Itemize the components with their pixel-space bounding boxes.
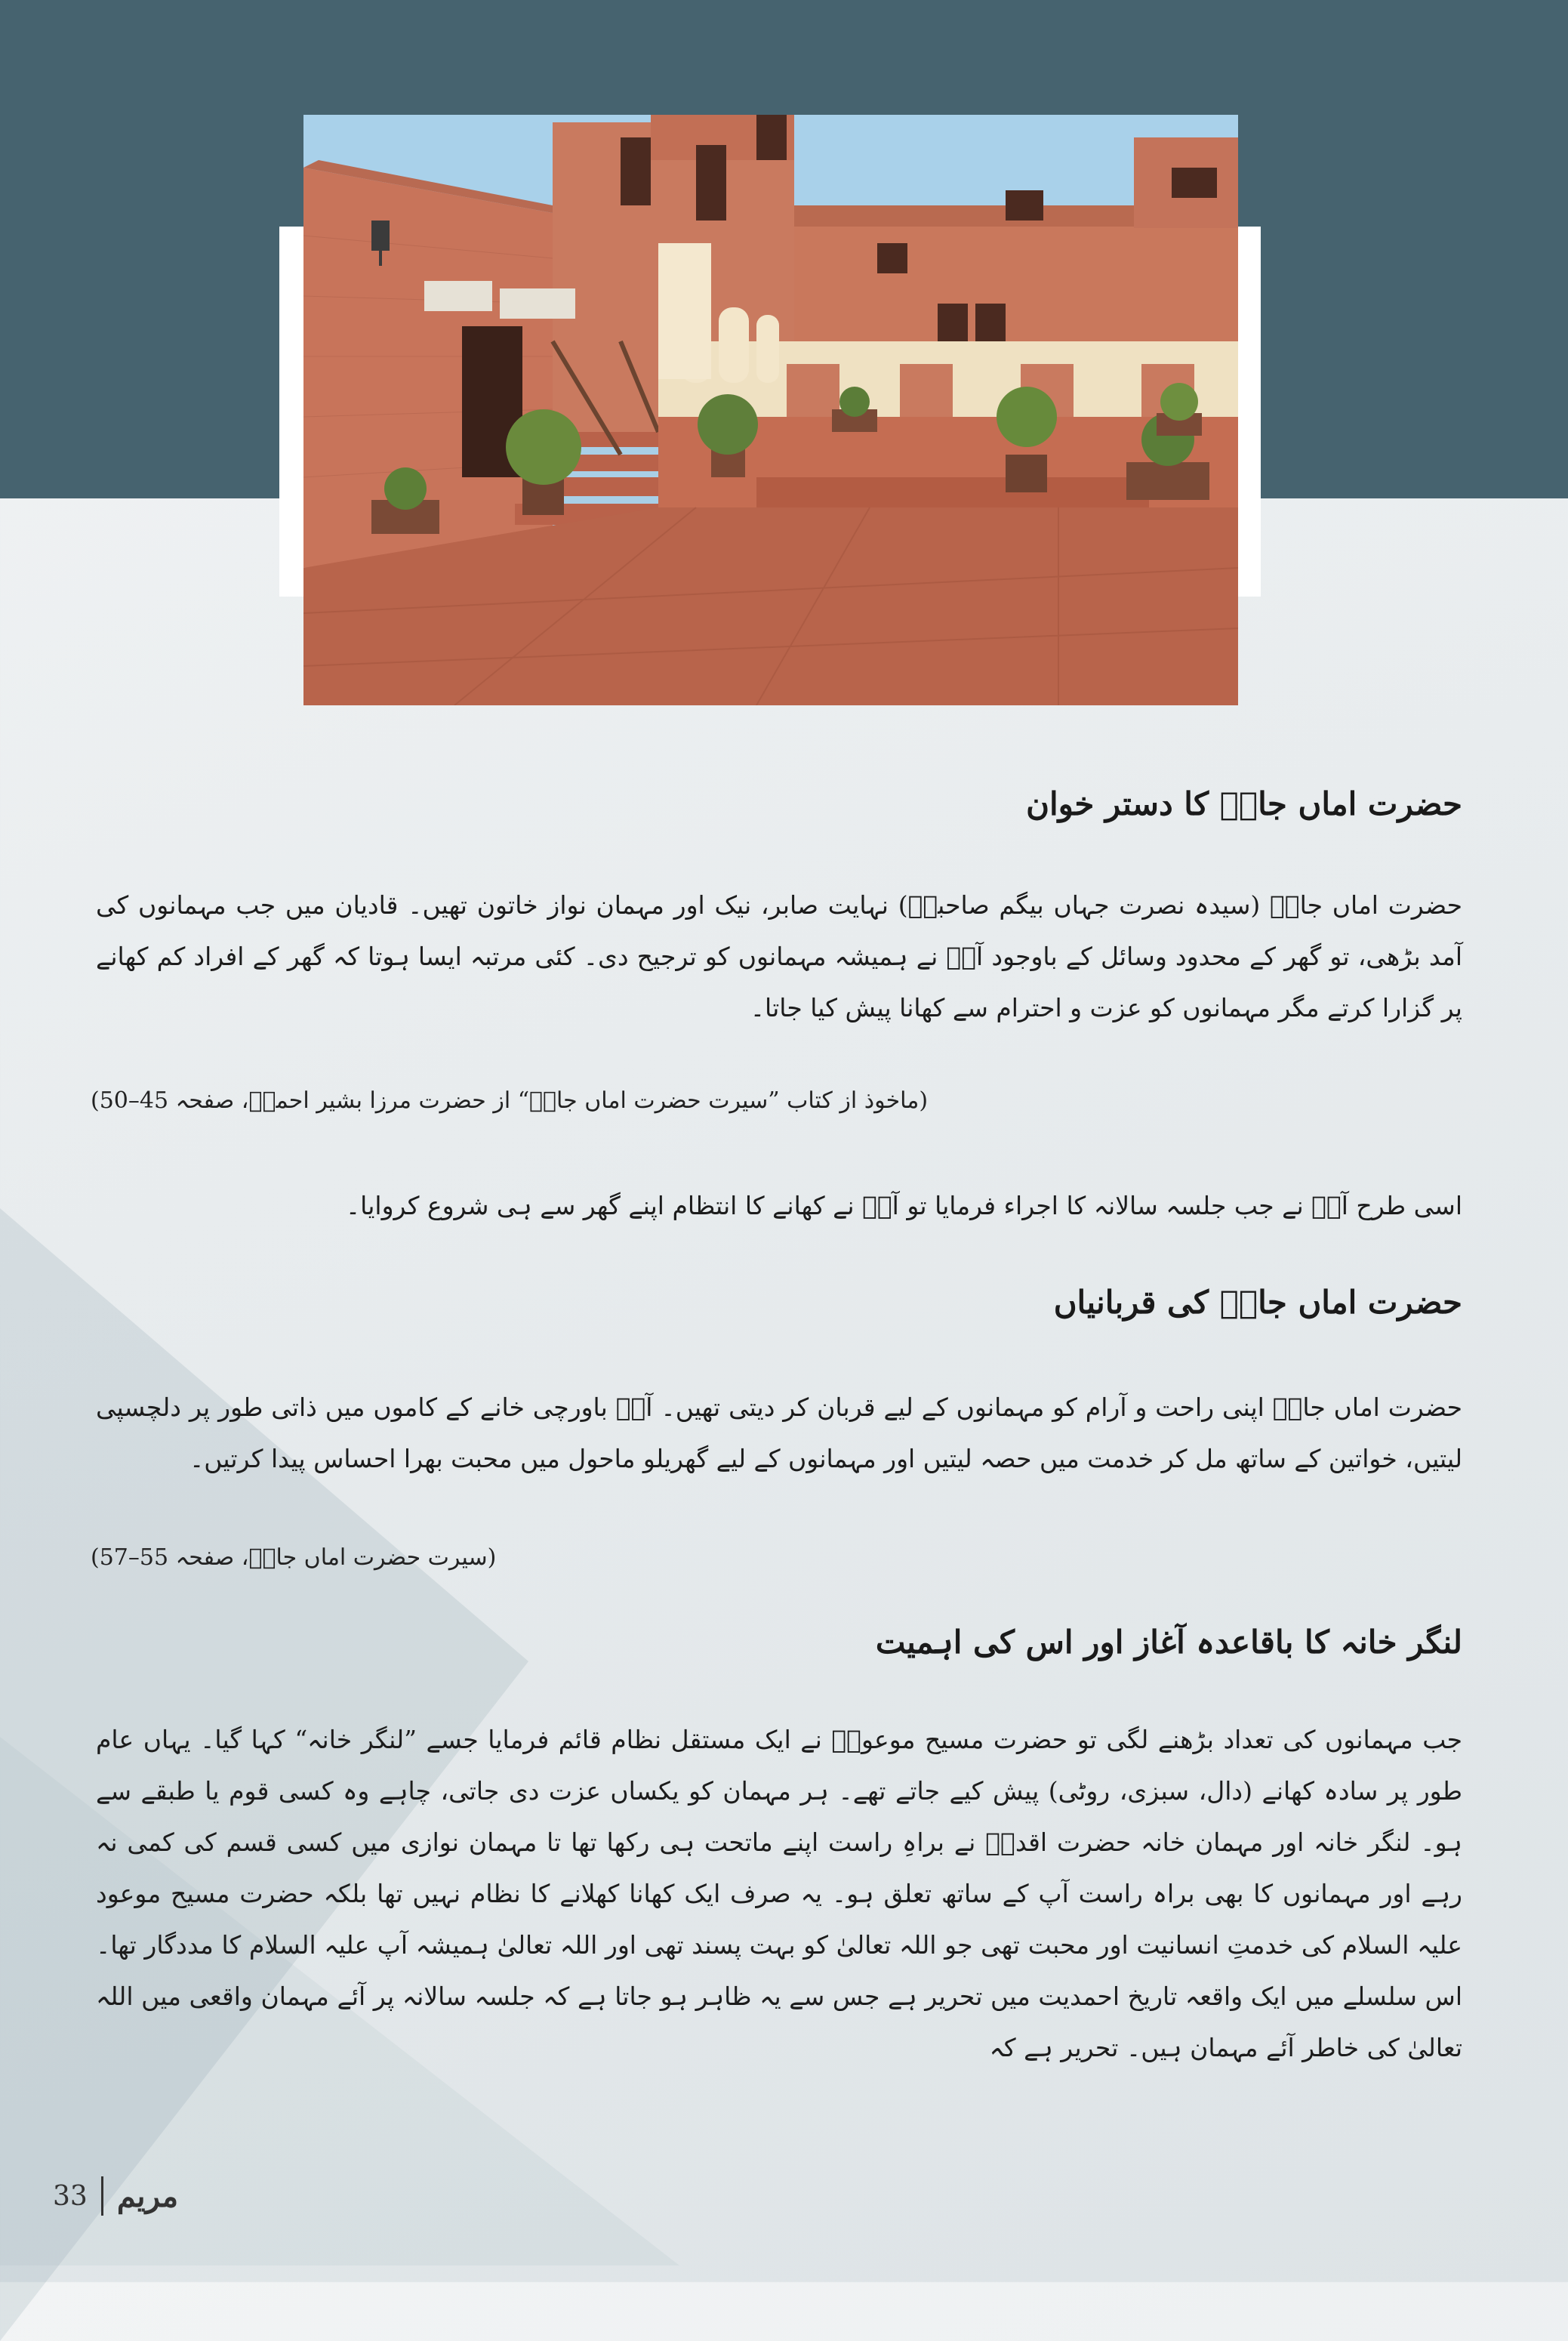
page-number: 33 [53, 2180, 88, 2212]
paragraph: جب مہمانوں کی تعداد بڑھنے لگی تو حضرت مسیح موعودؑ نے ایک مستقل نظام قائم فرمایا جسے ”لنگر خانہ“ کہا گیا۔ یہاں عام طور پر سادہ کھانے (دال، سبزی، روٹی) پیش کیے جاتے تھے۔ ہر مہمان کو یکساں عزت دی جاتی، چاہے وہ کسی قوم یا طبقے سے ہو۔ لنگر خانہ اور مہمان خانہ حضرت اقدسؑ نے براہِ راست اپنے ماتحت ہی رکھا تھا تا مہمان نوازی میں کسی قسم کی کمی نہ رہے اور مہمانوں کا بھی براہ راست آپ کے ساتھ تعلق ہو۔ یہ صرف ایک کھانا کھلانے کا نظام نہیں تھا بلکہ حضرت مسیح موعود علیہ السلام کی خدمتِ انسانیت اور محبت تھی جو اللہ تعالیٰ کو بہت پسند تھی اور اللہ تعالیٰ ہمیشہ آپ علیہ السلام کا مددگار تھا۔ اس سلسلے میں ایک واقعہ تاریخ احمدیت میں تحریر ہے جس سے یہ ظاہر ہو جاتا ہے کہ جلسہ سالانہ پر آئے مہمان واقعی میں اللہ تعالیٰ کی خاطر آئے مہمان ہیں۔ تحریر ہے کہ [96, 1725, 1462, 2062]
paragraph: اسی طرح آپؓ نے جب جلسہ سالانہ کا اجراء فرمایا تو آپؓ نے کھانے کا انتظام اپنے گھر سے ہی شروع کروایا۔ [345, 1191, 1462, 1220]
section-heading: لنگر خانہ کا باقاعدہ آغاز اور اس کی اہمیت [875, 1624, 1462, 1661]
courtyard-photo [303, 115, 1238, 705]
footer-divider [101, 2176, 103, 2216]
page-footer [53, 2176, 178, 2216]
paragraph: حضرت اماں جانؓ (سیدہ نصرت جہاں بیگم صاحبہؓ) نہایت صابر، نیک اور مہمان نواز خاتون تھیں۔ قادیان میں جب مہمانوں کی آمد بڑھی، تو گھر کے محدود وسائل کے باوجود آپؓ نے ہمیشہ مہمانوں کو ترجیح دی۔ کئی مرتبہ ایسا ہوتا کہ گھر کے افراد کم کھانے پر گزارا کرتے مگر مہمانوں کو عزت و احترام سے کھانا پیش کیا جاتا۔ [96, 890, 1462, 1022]
section-heading: حضرت اماں جانؓ کا دستر خوان [1026, 785, 1462, 822]
reference-note: (ماخوذ از کتاب ”سیرت حضرت اماں جانؓ“ از حضرت مرزا بشیر احمدؓ، صفحہ 45–50) [91, 1087, 929, 1114]
reference-note: (سیرت حضرت اماں جانؓ، صفحہ 55–57) [91, 1544, 497, 1571]
magazine-name: مریم [116, 2178, 179, 2214]
paragraph: حضرت اماں جانؓ اپنی راحت و آرام کو مہمانوں کے لیے قربان کر دیتی تھیں۔ آپؓ باورچی خانے کے کاموں میں ذاتی طور پر دلچسپی لیتیں، خواتین کے ساتھ مل کر خدمت میں حصہ لیتیں اور مہمانوں کے لیے گھریلو ماحول میں محبت بھرا احساس پیدا کرتیں۔ [96, 1393, 1462, 1473]
section-heading: حضرت اماں جانؓ کی قربانیاں [1053, 1284, 1462, 1321]
